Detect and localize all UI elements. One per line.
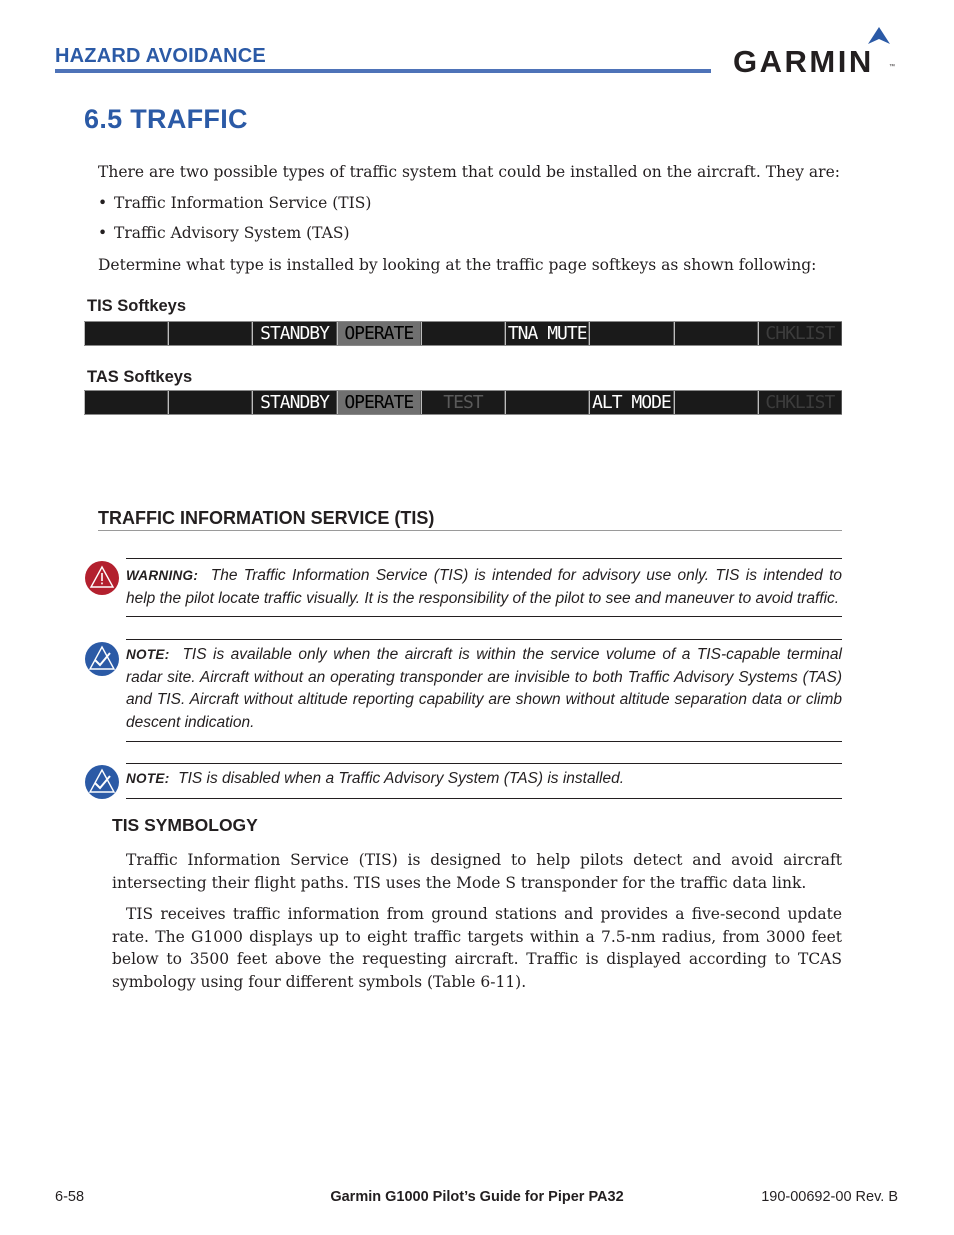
symbology-paragraph-2: TIS receives traffic information from ground stations and provides a five-second update rate. The G1000 displays up to eight traffic targets within a 7.5-nm radius, from 3000 feet below to 3500 feet above the requesting aircraft. Traffic is displayed according to TCAS symbology using four different symbols (Table 6-11). (112, 905, 842, 991)
softkey-1 (84, 322, 168, 345)
footer-doc-number: 190-00692-00 Rev. B (761, 1189, 898, 1205)
page-title: 6.5 TRAFFIC (84, 104, 248, 134)
list-item (98, 192, 371, 215)
note2-body: TIS is disabled when a Traffic Advisory System (TAS) is installed. (178, 770, 625, 787)
tas-softkey-bar (84, 390, 842, 415)
garmin-logo-triangle-icon (866, 26, 892, 46)
logo-trademark: ™ (889, 64, 895, 70)
softkey-test: TEST (421, 391, 505, 414)
list-item-text: Traffic Information Service (TIS) (114, 194, 372, 212)
note-check-icon (84, 641, 120, 677)
note1-body: TIS is available only when the aircraft is within the service volume of a TIS-capable terminal radar site. Aircraft without an operating transponder are invisible to both Traffic Advisory Systems (TAS) and TIS. Aircraft without altitude reporting capability are shown without altitude separation data or climb descent indication. (126, 646, 842, 731)
warning-text (126, 565, 842, 610)
note2-top-rule (126, 763, 842, 764)
softkey-standby: STANDBY (252, 322, 336, 345)
tas-softkeys-label: TAS Softkeys (87, 368, 193, 386)
warning-lead: WARNING: (126, 568, 199, 583)
note1-lead: NOTE: (126, 647, 170, 662)
softkey-6 (505, 391, 589, 414)
bullet-mark: • (98, 224, 108, 242)
softkey-5 (421, 322, 505, 345)
softkey-standby: STANDBY (252, 391, 336, 414)
softkey-8 (674, 391, 758, 414)
footer-title: Garmin G1000 Pilot’s Guide for Piper PA32 (330, 1189, 624, 1205)
warning-bottom-rule (126, 616, 842, 617)
tis-softkeys-label: TIS Softkeys (87, 297, 187, 315)
softkey-tna-mute: TNA MUTE (505, 322, 589, 345)
warning-body: The Traffic Information Service (TIS) is intended for advisory use only. TIS is intended to help the pilot locate traffic visually. It is the responsibility of the pilot to see and maneuver to avoid traffic. (126, 567, 842, 607)
warning-top-rule (126, 558, 842, 559)
header-rule (55, 69, 711, 73)
softkey-alt-mode: ALT MODE (589, 391, 673, 414)
softkey-operate: OPERATE (337, 391, 421, 414)
footer-page-number: 6-58 (55, 1189, 85, 1205)
softkey-1 (84, 391, 168, 414)
softkey-operate: OPERATE (337, 322, 421, 345)
section-rule (98, 530, 842, 531)
note-check-icon (84, 764, 120, 800)
intro-paragraph: There are two possible types of traffic system that could be installed on the aircraft. They are: (98, 163, 840, 181)
softkey-chklist: CHKLIST (758, 322, 842, 345)
determine-paragraph: Determine what type is installed by looking at the traffic page softkeys as shown following: (98, 256, 817, 274)
list-item-text: Traffic Advisory System (TAS) (114, 224, 350, 242)
garmin-logo (733, 26, 901, 79)
tis-softkey-bar (84, 321, 842, 346)
warning-exclamation-icon (84, 560, 120, 596)
softkey-2 (168, 391, 252, 414)
softkey-2 (168, 322, 252, 345)
list-item (98, 222, 350, 245)
tis-section-heading: TRAFFIC INFORMATION SERVICE (TIS) (98, 508, 435, 528)
section-header: HAZARD AVOIDANCE (55, 45, 266, 67)
bullet-mark: • (98, 194, 108, 212)
softkey-chklist: CHKLIST (758, 391, 842, 414)
note1-top-rule (126, 639, 842, 640)
logo-text: GARMIN (733, 44, 874, 79)
note1-bottom-rule (126, 741, 842, 742)
softkey-7 (589, 322, 673, 345)
symbology-paragraph-1: Traffic Information Service (TIS) is designed to help pilots detect and avoid aircraft intersecting their flight paths. TIS uses the Mode S transponder for the traffic data link. (112, 851, 842, 892)
note2-bottom-rule (126, 798, 842, 799)
note2-lead: NOTE: (126, 771, 170, 786)
note1-text (126, 644, 842, 734)
softkey-8 (674, 322, 758, 345)
note2-text (126, 768, 842, 791)
tis-symbology-heading: TIS SYMBOLOGY (112, 815, 258, 835)
